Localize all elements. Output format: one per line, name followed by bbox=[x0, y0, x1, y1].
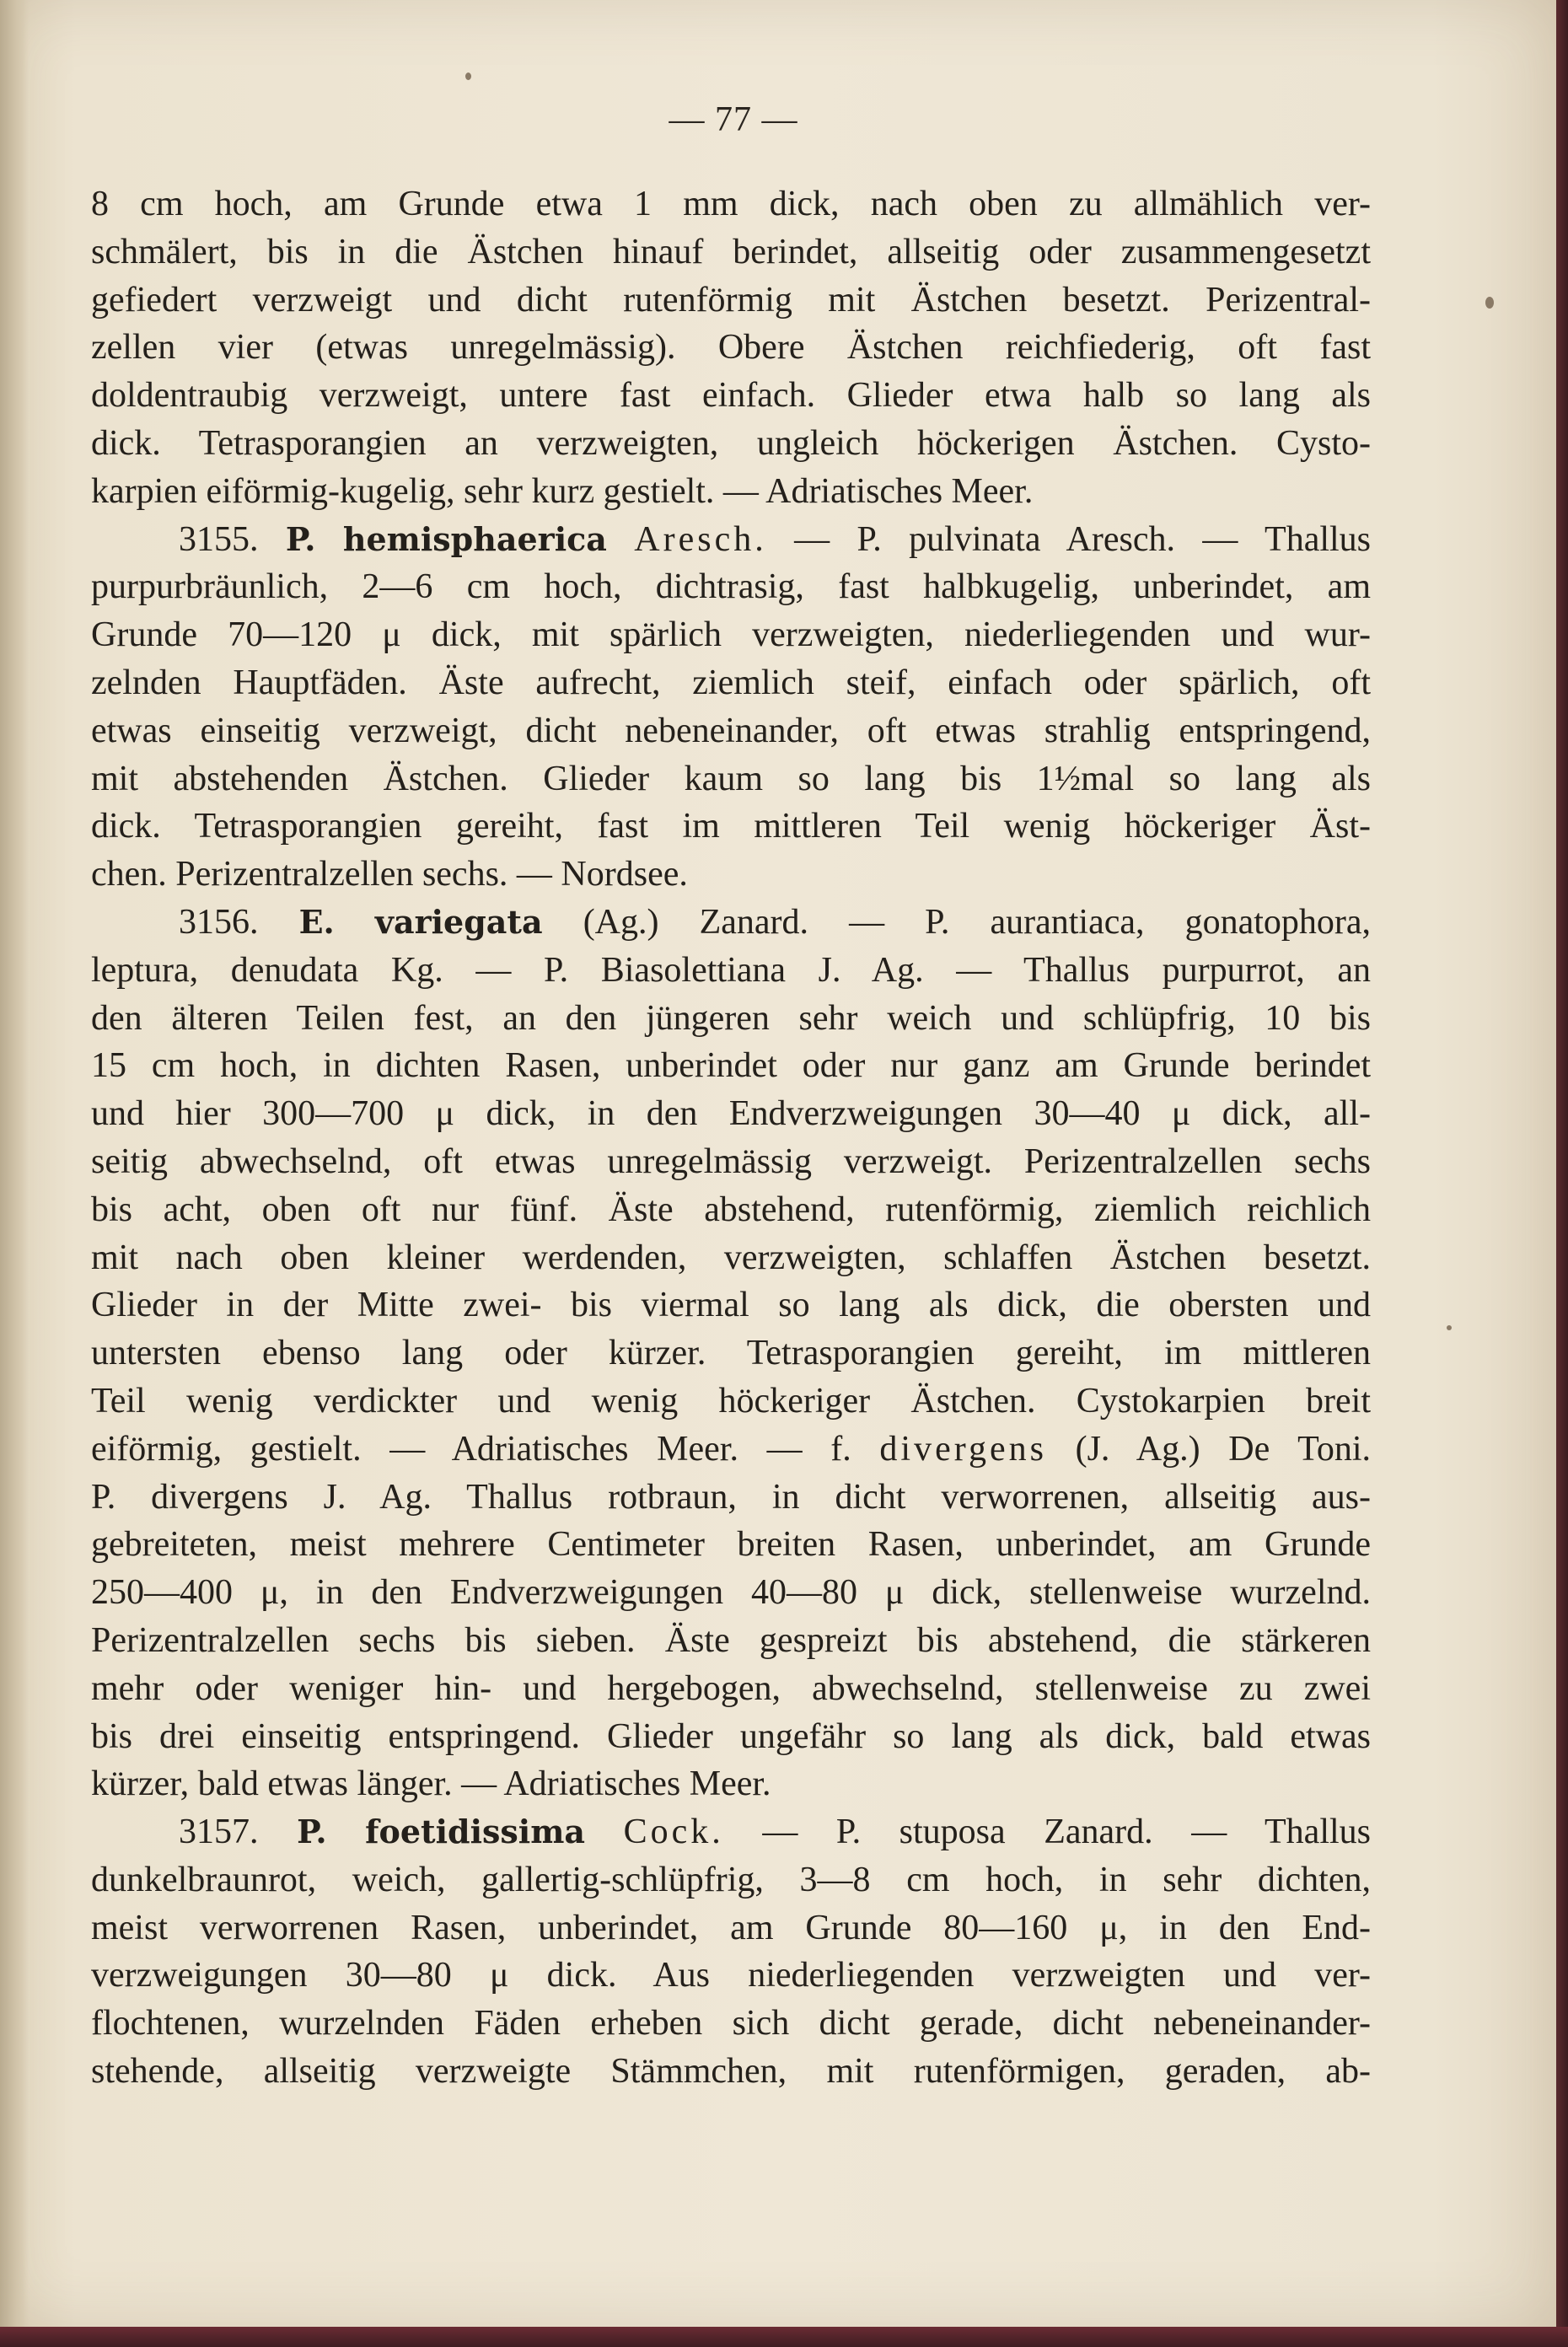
paper-speck bbox=[1485, 297, 1494, 309]
text-line: mit nach oben kleiner werdenden, verzweigten, schlaffen Ästchen besetzt. bbox=[91, 1238, 1371, 1277]
paper-speck bbox=[1447, 1325, 1452, 1330]
text-line: meist verworrenen Rasen, unberindet, am Grunde 80—160 μ, in den End- bbox=[91, 1908, 1371, 1947]
text-line: mit abstehenden Ästchen. Glieder kaum so lang bis 1½mal so lang als bbox=[91, 759, 1371, 798]
text-line: 15 cm hoch, in dichten Rasen, unberindet oder nur ganz am Grunde berindet bbox=[91, 1046, 1371, 1086]
species-name: variegata bbox=[374, 902, 543, 941]
text-line: bis acht, oben oft nur fünf. Äste abstehend, rutenförmig, ziemlich reichlich bbox=[91, 1190, 1371, 1229]
text-segment: (J. Ag.) De Toni. bbox=[1075, 1429, 1371, 1469]
book-edge-bottom bbox=[0, 2327, 1568, 2347]
text-line: zellen vier (etwas unregelmässig). Obere Ästchen reichfiederig, oft fast bbox=[91, 328, 1371, 368]
book-edge-right bbox=[1556, 0, 1568, 2347]
text-line: mehr oder weniger hin- und hergebogen, abwechselnd, stellenweise zu zwei bbox=[91, 1668, 1371, 1708]
text-line: flochtenen, wurzelnden Fäden erheben sich dicht gerade, dicht nebeneinander- bbox=[91, 2004, 1371, 2044]
synonyms: — P. aurantiaca, gonatophora, bbox=[849, 902, 1372, 942]
text-line: chen. Perizentralzellen sechs. — Nordsee. bbox=[91, 855, 688, 894]
text-line: zelnden Hauptfäden. Äste aufrecht, ziemlich steif, einfach oder spärlich, oft bbox=[91, 663, 1371, 702]
text-line: gebreiteten, meist mehrere Centimeter breiten Rasen, unberindet, am Grunde bbox=[91, 1525, 1371, 1565]
text-line: Glieder in der Mitte zwei- bis viermal so lang als dick, die obersten und bbox=[91, 1286, 1371, 1325]
genus-abbrev: P. bbox=[297, 1813, 327, 1851]
synonyms: — P. pulvinata Aresch. — Thallus bbox=[794, 519, 1372, 559]
text-line: etwas einseitig verzweigt, dicht nebeneinander, oft etwas strahlig entspringend, bbox=[91, 711, 1371, 750]
text-line-forma bbox=[91, 1426, 1371, 1474]
species-name: foetidissima bbox=[365, 1813, 586, 1851]
text-line: dick. Tetrasporangien an verzweigten, ungleich höckerigen Ästchen. Cysto- bbox=[91, 423, 1371, 463]
text-line: gefiedert verzweigt und dicht rutenförmig mit Ästchen besetzt. Perizentral- bbox=[91, 280, 1371, 320]
text-line: stehende, allseitig verzweigte Stämmchen, mit rutenförmigen, geraden, ab- bbox=[91, 2052, 1371, 2092]
page-body bbox=[91, 180, 1371, 2096]
text-line: verzweigungen 30—80 μ dick. Aus niederliegenden verzweigten und ver- bbox=[91, 1956, 1371, 1995]
paper-speck bbox=[465, 73, 471, 80]
text-line: 8 cm hoch, am Grunde etwa 1 mm dick, nach oben zu allmählich ver- bbox=[91, 185, 1371, 223]
genus-abbrev: P. bbox=[285, 519, 316, 558]
text-line: Perizentralzellen sechs bis sieben. Äste gespreizt bis abstehend, die stärkeren bbox=[91, 1620, 1371, 1660]
forma-name: divergens bbox=[879, 1429, 1047, 1469]
entry-number: 3155. bbox=[179, 519, 259, 559]
text-line: P. divergens J. Ag. Thallus rotbraun, in dicht verworrenen, allseitig aus- bbox=[91, 1477, 1371, 1517]
page-number: — 77 — bbox=[669, 100, 798, 139]
entry-heading-3157 bbox=[91, 1808, 1371, 1856]
genus-abbrev: E. bbox=[298, 902, 335, 941]
species-author: (Ag.) Zanard. bbox=[583, 902, 808, 942]
text-line: und hier 300—700 μ dick, in den Endverzweigungen 30—40 μ dick, all- bbox=[91, 1094, 1371, 1134]
text-line: Teil wenig verdickter und wenig höckeriger Ästchen. Cystokarpien breit bbox=[91, 1381, 1371, 1421]
text-line: karpien eiförmig-kugelig, sehr kurz gestielt. — Adriatisches Meer. bbox=[91, 471, 1034, 511]
text-line: schmälert, bis in die Ästchen hinauf berindet, allseitig oder zusammengesetzt bbox=[91, 232, 1371, 271]
text-line: purpurbräunlich, 2—6 cm hoch, dichtrasig, fast halbkugelig, unberindet, am bbox=[91, 567, 1371, 607]
text-line: bis drei einseitig entspringend. Glieder ungefähr so lang als dick, bald etwas bbox=[91, 1716, 1371, 1756]
text-line: kürzer, bald etwas länger. — Adriatisches Meer. bbox=[91, 1764, 771, 1804]
text-line: dunkelbraunrot, weich, gallertig-schlüpfrig, 3—8 cm hoch, in sehr dichten, bbox=[91, 1860, 1371, 1899]
text-line: seitig abwechselnd, oft etwas unregelmässig verzweigt. Perizentralzellen sechs bbox=[91, 1141, 1371, 1181]
text-line: untersten ebenso lang oder kürzer. Tetrasporangien gereiht, im mittleren bbox=[91, 1334, 1371, 1373]
text-line: den älteren Teilen fest, an den jüngeren sehr weich und schlüpfrig, 10 bis bbox=[91, 998, 1371, 1038]
page-gutter bbox=[0, 0, 29, 2327]
text-segment: eiförmig, gestielt. — Adriatisches Meer. — f. bbox=[91, 1429, 851, 1469]
entry-heading-3155 bbox=[91, 516, 1371, 564]
entry-number: 3157. bbox=[179, 1813, 259, 1852]
text-line: Grunde 70—120 μ dick, mit spärlich verzweigten, niederliegenden und wur- bbox=[91, 615, 1371, 655]
text-line: leptura, denudata Kg. — P. Biasolettiana J. Ag. — Thallus purpurrot, an bbox=[91, 950, 1371, 990]
entry-heading-3156 bbox=[91, 899, 1371, 947]
entry-number: 3156. bbox=[179, 902, 259, 942]
species-author: Aresch. bbox=[634, 519, 767, 559]
species-author: Cock. bbox=[623, 1813, 724, 1852]
text-line: doldentraubig verzweigt, untere fast einfach. Glieder etwa halb so lang als bbox=[91, 376, 1371, 416]
text-line: dick. Tetrasporangien gereiht, fast im mittleren Teil wenig höckeriger Äst- bbox=[91, 807, 1371, 846]
species-name: hemisphaerica bbox=[342, 519, 607, 558]
text-line: 250—400 μ, in den Endverzweigungen 40—80 μ dick, stellenweise wurzelnd. bbox=[91, 1573, 1371, 1613]
synonyms: — P. stuposa Zanard. — Thallus bbox=[762, 1813, 1371, 1852]
